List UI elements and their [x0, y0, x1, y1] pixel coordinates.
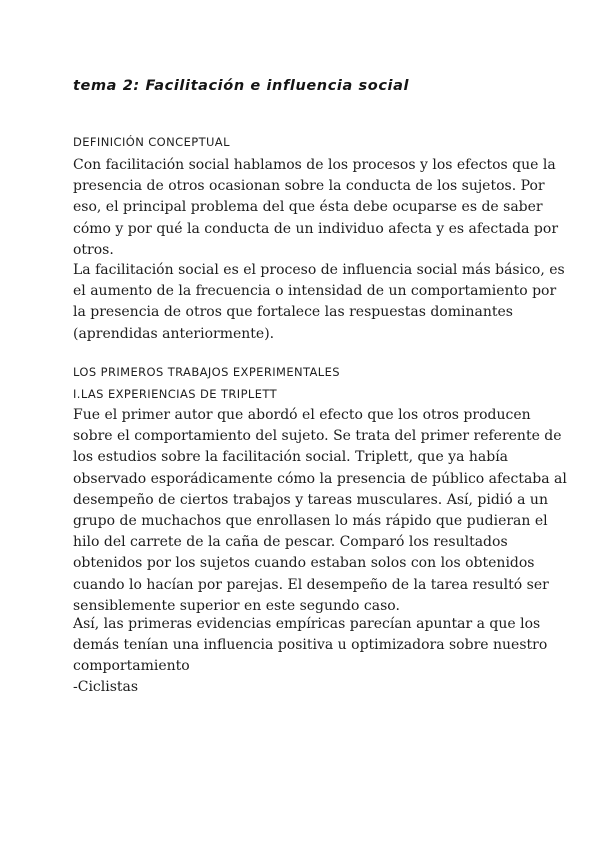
- paragraph-definicion-2: [73, 260, 565, 345]
- paragraph-triplett-2: [73, 614, 548, 678]
- text-line: hilo del carrete de la caña de pescar. Comparó los resultados: [73, 534, 508, 551]
- text-line: Así, las primeras evidencias empíricas parecían apuntar a que los: [73, 616, 541, 632]
- text-line: grupo de muchachos que enrollasen lo más rápido que pudieran el: [73, 513, 548, 530]
- text-line: La facilitación social es el proceso de influencia social más básico, es: [73, 262, 565, 278]
- text-line: el aumento de la frecuencia o intensidad de un comportamiento por: [73, 283, 557, 300]
- section-heading-definicion: DEFINICIÓN CONCEPTUAL: [73, 135, 230, 149]
- section-heading-primeros-trabajos: LOS PRIMEROS TRABAJOS EXPERIMENTALES: [73, 365, 340, 379]
- text-line: demás tenían una influencia positiva u optimizadora sobre nuestro: [73, 637, 548, 654]
- text-line: desempeño de ciertos trabajos y tareas musculares. Así, pidió a un: [73, 491, 548, 508]
- text-line: sensiblemente superior en este segundo caso.: [73, 597, 400, 614]
- paragraph-definicion-1: [73, 155, 559, 261]
- text-line: eso, el principal problema del que ésta debe ocuparse es de saber: [73, 199, 543, 216]
- text-line: -Ciclistas: [73, 679, 139, 695]
- text-line: sobre el comportamiento del sujeto. Se trata del primer referente de: [73, 428, 562, 445]
- text-line: cuando lo hacían por parejas. El desempeño de la tarea resultó ser: [73, 576, 549, 593]
- text-line: la presencia de otros que fortalece las respuestas dominantes: [73, 304, 513, 321]
- text-line: obtenidos por los sujetos cuando estaban solos con los obtenidos: [73, 555, 535, 572]
- subheading-triplett: I.LAS EXPERIENCIAS DE TRIPLETT: [73, 387, 278, 401]
- text-line: (aprendidas anteriormente).: [73, 325, 275, 342]
- text-line: observado esporádicamente cómo la presencia de público afectaba al: [73, 470, 567, 487]
- text-line: otros.: [73, 241, 114, 258]
- text-line: presencia de otros ocasionan sobre la conducta de los sujetos. Por: [73, 178, 545, 195]
- paragraph-ciclistas: [73, 677, 533, 698]
- text-line: Fue el primer autor que abordó el efecto que los otros producen: [73, 407, 531, 423]
- text-line: Con facilitación social hablamos de los procesos y los efectos que la: [73, 157, 556, 173]
- text-line: cómo y por qué la conducta de un individuo afecta y es afectada por: [73, 220, 559, 237]
- text-line: los estudios sobre la facilitación social. Triplett, que ya había: [73, 449, 509, 466]
- paragraph-triplett-1: [73, 405, 567, 617]
- text-line: comportamiento: [73, 658, 190, 675]
- page-title: tema 2: Facilitación e influencia social: [73, 78, 410, 94]
